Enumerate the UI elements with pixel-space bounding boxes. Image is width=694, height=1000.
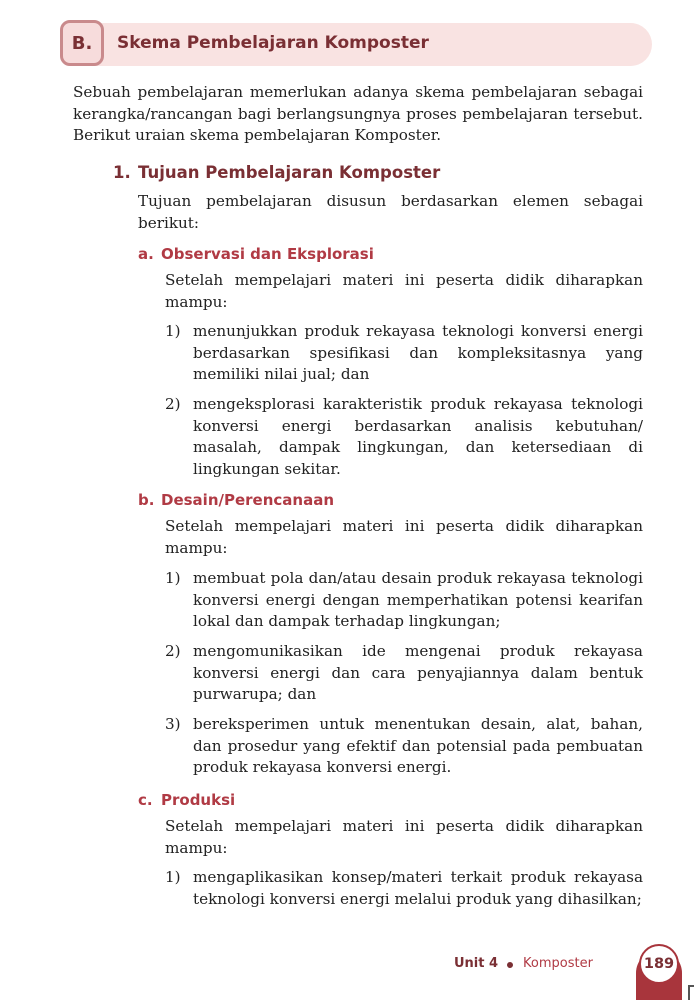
- element-lead: Setelah mempelajari materi ini peserta didik diharapkan mampu:: [165, 817, 643, 857]
- element-letter: a.: [138, 245, 154, 263]
- footer-bullet-icon: [507, 962, 513, 968]
- list-item-text: membuat pola dan/atau desain produk rekayasa teknologi konversi energi dengan memperhatikan potensi kearifan lokal dan dampak terhadap lingkungan;: [193, 569, 643, 630]
- footer-topic-label: Komposter: [523, 956, 593, 971]
- subsection-number: 1.: [113, 163, 131, 182]
- list-item-number: 3): [165, 715, 181, 733]
- element-lead: Setelah mempelajari materi ini peserta didik diharapkan mampu:: [165, 517, 643, 557]
- footer-unit-label: Unit 4: [454, 956, 499, 971]
- element-lead: Setelah mempelajari materi ini peserta didik diharapkan mampu:: [165, 271, 643, 311]
- list-item-number: 2): [165, 642, 181, 660]
- list-item-text: mengeksplorasi karakteristik produk rekayasa teknologi konversi energi berdasarkan analisis kebutuhan/ masalah, dampak lingkungan, dan ketersediaan di lingkungan sekitar.: [193, 395, 643, 478]
- list-item-text: mengaplikasikan konsep/materi terkait produk rekayasa teknologi konversi energi melalui produk yang dihasilkan;: [193, 868, 643, 908]
- page-number: 189: [639, 944, 679, 984]
- list-item-number: 1): [165, 868, 181, 886]
- element-letter: b.: [138, 491, 155, 509]
- list-item-text: bereksperimen untuk menentukan desain, alat, bahan, dan prosedur yang efektif dan potensial pada pembuatan produk rekayasa konversi energi.: [193, 715, 643, 776]
- section-title: Skema Pembelajaran Komposter: [117, 33, 429, 53]
- list-item-text: mengomunikasikan ide mengenai produk rekayasa konversi energi dan cara penyajiannya dalam bentuk purwarupa; dan: [193, 642, 643, 703]
- subsection-intro: Tujuan pembelajaran disusun berdasarkan elemen sebagai berikut:: [138, 192, 643, 232]
- section-intro: Sebuah pembelajaran memerlukan adanya skema pembelajaran sebagai kerangka/rancangan bagi berlangsungnya proses pembelajaran tersebut. Berikut uraian skema pembelajaran Komposter.: [73, 83, 643, 144]
- list-item-number: 1): [165, 322, 181, 340]
- element-letter: c.: [138, 791, 153, 809]
- element-title: Observasi dan Eksplorasi: [161, 245, 374, 263]
- subsection-title: Tujuan Pembelajaran Komposter: [138, 163, 441, 182]
- list-item-number: 2): [165, 395, 181, 413]
- list-item-number: 1): [165, 569, 181, 587]
- section-letter-badge: B.: [60, 20, 104, 66]
- element-title: Produksi: [161, 791, 236, 809]
- element-title: Desain/Perencanaan: [161, 491, 335, 509]
- crop-mark-icon: [688, 985, 694, 1000]
- list-item-text: menunjukkan produk rekayasa teknologi konversi energi berdasarkan spesifikasi dan kompleksitasnya yang memiliki nilai jual; dan: [193, 322, 643, 383]
